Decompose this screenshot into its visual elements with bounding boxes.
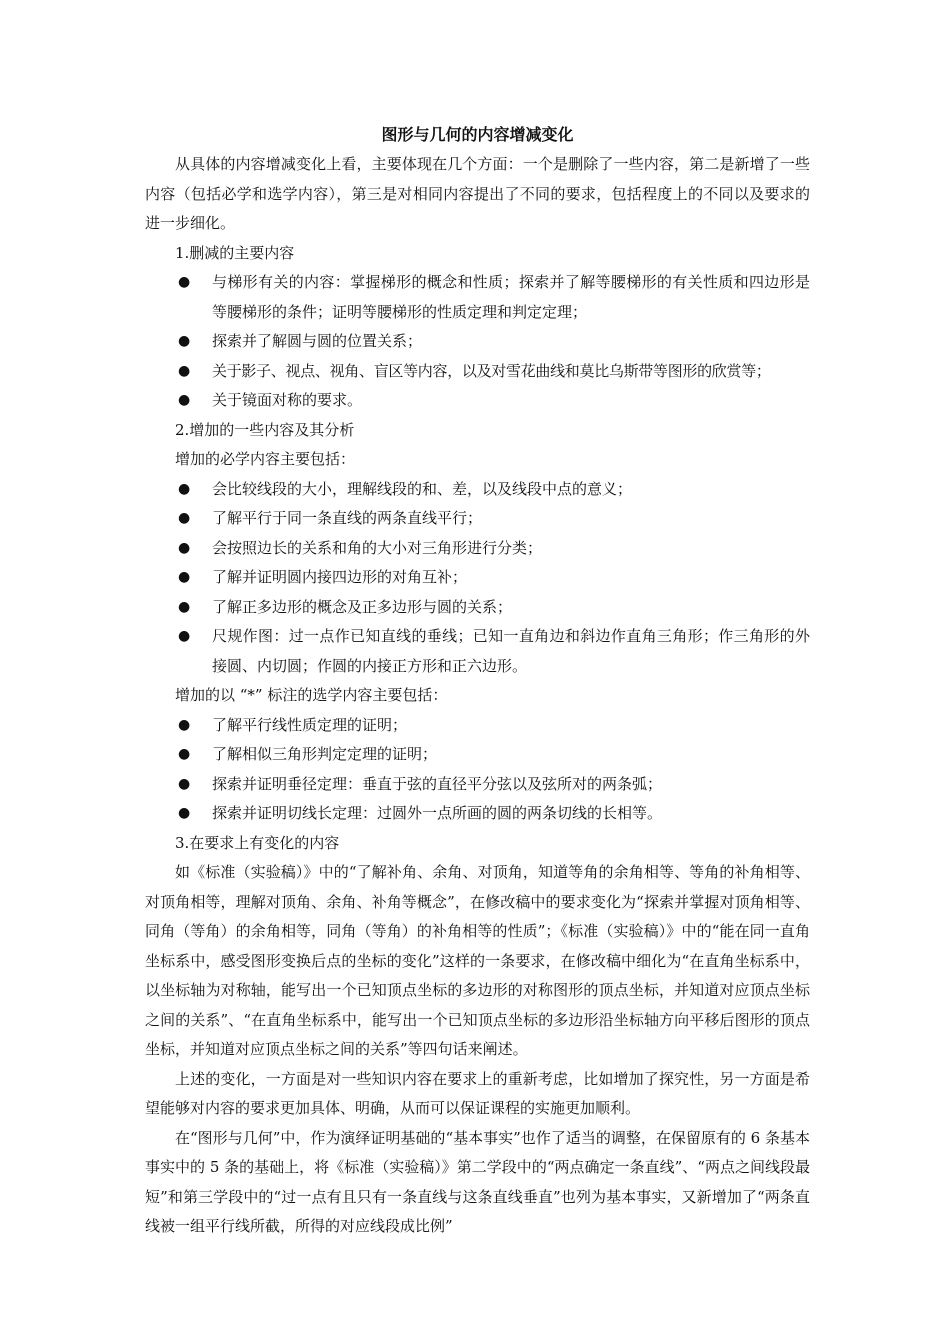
list-item: ● 了解正多边形的概念及正多边形与圆的关系； <box>145 593 810 623</box>
bullet-icon: ● <box>178 628 191 644</box>
section-1-list <box>145 268 810 416</box>
section-3-heading: 3.在要求上有变化的内容 <box>175 833 340 852</box>
bullet-icon: ● <box>178 775 191 792</box>
bullet-icon: ● <box>178 805 191 821</box>
bullet-icon: ● <box>178 598 191 615</box>
body-paragraph: 在“图形与几何”中，作为演绎证明基础的“基本事实”也作了适当的调整，在保留原有的 6 条基本事实中的 5 条的基础上，将《标准（实验稿）》第二学段中的“两点确定一条直线”、“两点之间线段最短”和第三学段中的“过一点有且只有一条直线与这条直线垂直”也列为基本事实，又新增加了“两条直线被一组平行线所截，所得的对应线段成比例” <box>145 1128 810 1235</box>
bullet-icon: ● <box>178 539 191 556</box>
list-item: ● 了解平行于同一条直线的两条直线平行； <box>145 504 810 534</box>
page-title: 图形与几何的内容增减变化 <box>381 125 574 144</box>
required-list <box>145 475 810 682</box>
section-1-heading: 1.删减的主要内容 <box>175 243 295 262</box>
list-item: ● 了解相似三角形判定定理的证明； <box>145 740 810 770</box>
bullet-icon: ● <box>178 392 191 408</box>
document-body <box>145 120 810 1242</box>
bullet-icon: ● <box>178 510 191 526</box>
section-2-heading: 2.增加的一些内容及其分析 <box>175 420 355 439</box>
list-item: ● 尺规作图：过一点作已知直线的垂线；已知一直角边和斜边作直角三角形；作三角形的外接圆、内切圆；作圆的内接正方形和正六边形。 <box>145 622 810 681</box>
bullet-icon: ● <box>178 274 191 290</box>
list-item: ● 与梯形有关的内容：掌握梯形的概念和性质；探索并了解等腰梯形的有关性质和四边形是等腰梯形的条件；证明等腰梯形的性质定理和判定定理； <box>145 268 810 327</box>
list-item: ● 了解并证明圆内接四边形的对角互补； <box>145 563 810 593</box>
list-item: ● 探索并证明垂径定理：垂直于弦的直径平分弦以及弦所对的两条弧； <box>145 770 810 800</box>
bullet-icon: ● <box>178 362 190 379</box>
list-item: ● 关于影子、视点、视角、盲区等内容，以及对雪花曲线和莫比乌斯带等图形的欣赏等； <box>145 357 810 387</box>
list-item: ● 会比较线段的大小，理解线段的和、差，以及线段中点的意义； <box>145 475 810 505</box>
list-item: ● 关于镜面对称的要求。 <box>145 386 810 416</box>
bullet-icon: ● <box>178 716 191 733</box>
body-paragraph: 如《标准（实验稿）》中的“了解补角、余角、对顶角，知道等角的余角相等、等角的补角相等、对顶角相等，理解对顶角、余角、补角等概念”，在修改稿中的要求变化为“探索并掌握对顶角相等、同角（等角）的余角相等，同角（等角）的补角相等的性质”；《标准（实验稿）》中的“能在同一直角坐标系中，感受图形变换后点的坐标的变化”这样的一条要求，在修改稿中细化为“在直角坐标系中，以坐标轴为对称轴，能写出一个已知顶点坐标的多边形的对称图形的顶点坐标，并知道对应顶点坐标之间的关系”、“在直角坐标系中，能写出一个已知顶点坐标的多边形沿坐标轴方向平移后图形的顶点坐标，并知道对应顶点坐标之间的关系”等四句话来阐述。 <box>145 863 810 1058</box>
list-item: ● 探索并证明切线长定理：过圆外一点所画的圆的两条切线的长相等。 <box>145 799 810 829</box>
required-intro: 增加的必学内容主要包括： <box>175 450 356 468</box>
bullet-icon: ● <box>178 480 191 497</box>
bullet-icon: ● <box>178 569 191 585</box>
optional-list <box>145 711 810 829</box>
body-paragraph: 上述的变化，一方面是对一些知识内容在要求上的重新考虑，比如增加了探究性，另一方面是希望能够对内容的要求更加具体、明确，从而可以保证课程的实施更加顺利。 <box>145 1069 810 1117</box>
list-item: ● 了解平行线性质定理的证明； <box>145 711 810 741</box>
bullet-icon: ● <box>178 333 191 349</box>
list-item: ● 探索并了解圆与圆的位置关系； <box>145 327 810 357</box>
intro-paragraph: 从具体的内容增减变化上看，主要体现在几个方面：一个是删除了一些内容，第二是新增了一些内容（包括必学和选学内容），第三是对相同内容提出了不同的要求，包括程度上的不同以及要求的进一步细化。 <box>145 155 810 232</box>
optional-intro: 增加的以 “*” 标注的选学内容主要包括： <box>175 686 448 704</box>
list-item: ● 会按照边长的关系和角的大小对三角形进行分类； <box>145 534 810 564</box>
bullet-icon: ● <box>178 746 191 762</box>
